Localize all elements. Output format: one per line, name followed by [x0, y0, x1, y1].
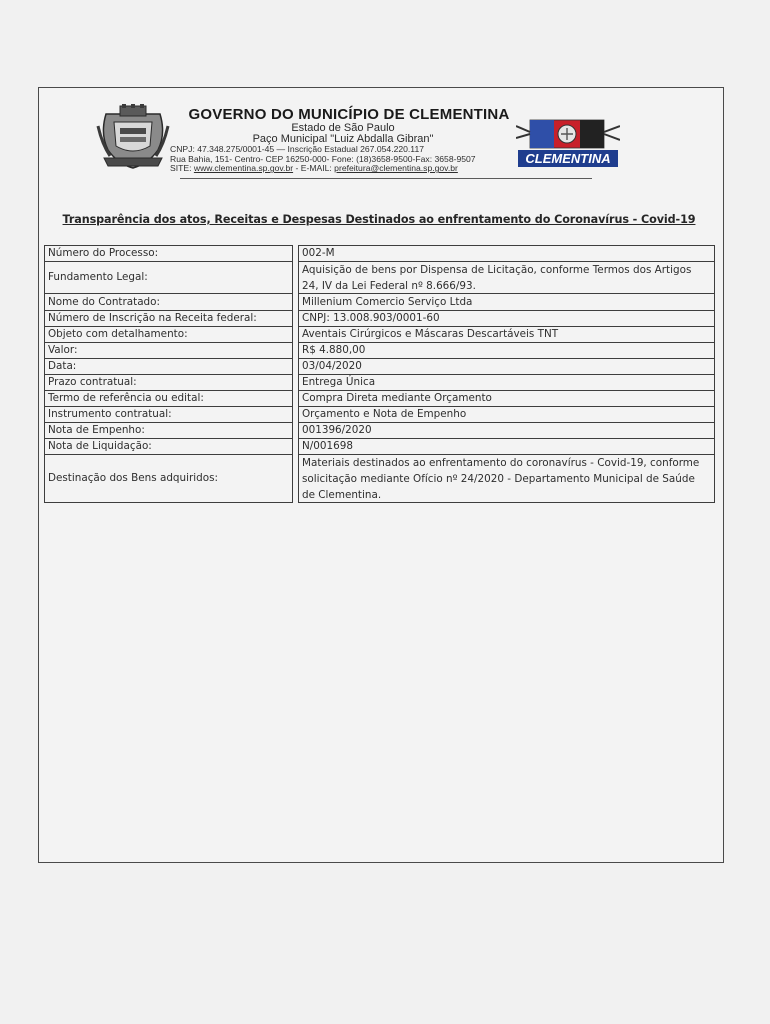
- label-date: Data:: [48, 360, 77, 372]
- label-process-number: Número do Processo:: [48, 247, 159, 259]
- letterhead-divider: [180, 178, 592, 179]
- value-cell-registration: [298, 311, 715, 327]
- value-cell-settlement: [298, 439, 715, 455]
- palace-line: Paço Municipal "Luiz Abdalla Gibran": [252, 133, 434, 145]
- value-cell-legal-basis: [298, 262, 715, 294]
- label-cell-instrument: [44, 407, 293, 423]
- label-cell-process: [44, 245, 293, 262]
- label-cell-legal-basis: [44, 262, 293, 294]
- label-commitment-note: Nota de Empenho:: [48, 424, 145, 436]
- address-line: Rua Bahia, 151- Centro- CEP 16250-000- Fone: (18)3658-9500-Fax: 3658-9507: [170, 153, 476, 164]
- value-cell-reference: [298, 391, 715, 407]
- document-heading: Transparência dos atos, Receitas e Despesas Destinados ao enfrentamento do Coronavírus - Covid-19: [62, 213, 696, 226]
- value-object-detail: Aventais Cirúrgicos e Máscaras Descartáveis TNT: [302, 328, 559, 340]
- label-cell-value: [44, 343, 293, 359]
- value-contract-instrument: Orçamento e Nota de Empenho: [302, 408, 467, 420]
- municipal-coat-of-arms: [96, 104, 170, 170]
- value-commitment-note: 001396/2020: [302, 424, 372, 436]
- value-reference-term: Compra Direta mediante Orçamento: [302, 392, 492, 404]
- cnpj-line: CNPJ: 47.348.275/0001-45 — Inscrição Estadual 267.054.220.117: [170, 144, 425, 154]
- value-cell-instrument: [298, 407, 715, 423]
- label-legal-basis: Fundamento Legal:: [48, 271, 148, 283]
- label-cell-object: [44, 327, 293, 343]
- value-legal-basis: Aquisição de bens por Dispensa de Licitação, conforme Termos dos Artigos 24, IV da Lei Federal nº 8.666/93.: [302, 263, 692, 292]
- value-cell-destination: [298, 455, 715, 503]
- email-link[interactable]: prefeitura@clementina.sp.gov.br: [334, 163, 458, 174]
- label-contract-instrument: Instrumento contratual:: [48, 408, 172, 420]
- value-amount: R$ 4.880,00: [302, 344, 366, 356]
- label-object-detail: Objeto com detalhamento:: [48, 328, 188, 340]
- value-contract-term: Entrega Única: [302, 376, 376, 388]
- value-cell-date: [298, 359, 715, 375]
- label-contract-term: Prazo contratual:: [48, 376, 137, 388]
- label-cell-reference: [44, 391, 293, 407]
- flag-caption: CLEMENTINA: [525, 151, 611, 166]
- site-label: SITE:: [170, 163, 192, 174]
- municipality-title: GOVERNO DO MUNICÍPIO DE CLEMENTINA: [188, 106, 510, 123]
- value-process-number: 002-M: [302, 247, 335, 259]
- label-cell-term: [44, 375, 293, 391]
- value-cell-term: [298, 375, 715, 391]
- clementina-flag-logo: [516, 118, 620, 168]
- label-cell-registration: [44, 311, 293, 327]
- label-cell-commitment: [44, 423, 293, 439]
- label-contractor-name: Nome do Contratado:: [48, 295, 161, 308]
- email-label: - E-MAIL:: [295, 163, 332, 174]
- state-line: Estado de São Paulo: [291, 122, 395, 134]
- value-cell-process: [298, 245, 715, 262]
- labels-column: [44, 245, 293, 503]
- contact-line: [170, 164, 516, 174]
- label-reference-term: Termo de referência ou edital:: [48, 392, 204, 404]
- letterhead: [170, 106, 516, 174]
- value-contractor-name: Millenium Comercio Serviço Ltda: [302, 295, 473, 308]
- label-value: Valor:: [48, 344, 78, 356]
- label-settlement-note: Nota de Liquidação:: [48, 440, 152, 452]
- value-cell-commitment: [298, 423, 715, 439]
- value-registration-number: CNPJ: 13.008.903/0001-60: [302, 312, 440, 324]
- label-cell-destination: [44, 455, 293, 503]
- label-registration-number: Número de Inscrição na Receita federal:: [48, 312, 257, 324]
- value-cell-contractor: [298, 294, 715, 311]
- values-column: [298, 245, 715, 503]
- label-cell-date: [44, 359, 293, 375]
- value-cell-object: [298, 327, 715, 343]
- value-goods-destination: Materiais destinados ao enfrentamento do coronavírus - Covid-19, conforme solicitação mediante Ofício nº 24/2020 - Departamento Municipal de Saúde de Clementina.: [302, 456, 700, 501]
- value-settlement-note: N/001698: [302, 440, 353, 452]
- value-cell-value: [298, 343, 715, 359]
- label-cell-settlement: [44, 439, 293, 455]
- value-date: 03/04/2020: [302, 360, 362, 372]
- label-goods-destination: Destinação dos Bens adquiridos:: [48, 472, 219, 484]
- label-cell-contractor: [44, 294, 293, 311]
- site-link[interactable]: www.clementina.sp.gov.br: [193, 163, 294, 174]
